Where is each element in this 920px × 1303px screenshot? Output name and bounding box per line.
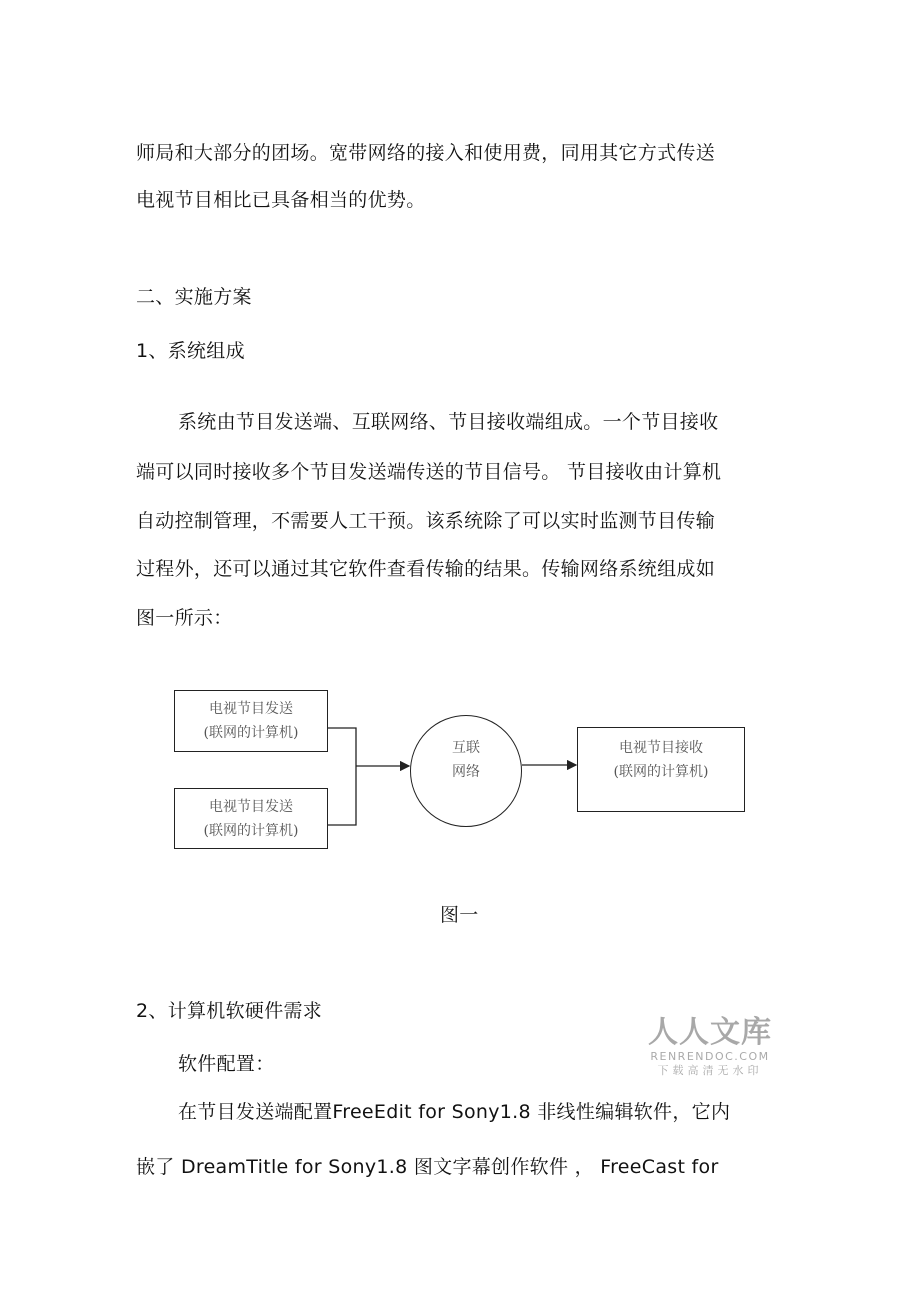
figure-caption: 图一 <box>440 904 479 926</box>
section-heading: 二、实施方案 <box>136 286 252 308</box>
sender-box-2 <box>174 788 328 849</box>
intro-line-2: 电视节目相比已具备相当的优势。 <box>136 189 426 211</box>
sender-2-subtitle: (联网的计算机) <box>203 823 299 839</box>
software-line-2: 嵌了 DreamTitle for Sony1.8 图文字幕创作软件 ， FreeCast for <box>136 1156 719 1178</box>
watermark <box>646 1016 774 1078</box>
watermark-slogan: 下载高清无水印 <box>657 1064 763 1077</box>
system-line-1: 系统由节目发送端、互联网络、节目接收端组成。一个节目接收 <box>178 411 719 433</box>
system-line-2: 端可以同时接收多个节目发送端传送的节目信号。 节目接收由计算机 <box>136 461 722 483</box>
connector-sender1 <box>328 728 356 766</box>
network-label-2: 网络 <box>452 764 480 780</box>
system-line-4: 过程外，还可以通过其它软件查看传输的结果。传输网络系统组成如 <box>136 558 716 580</box>
receiver-title: 电视节目接收 <box>619 740 703 756</box>
watermark-logo: 人人文库 <box>648 1015 772 1050</box>
software-label: 软件配置： <box>178 1053 275 1075</box>
system-line-3: 自动控制管理，不需要人工干预。该系统除了可以实时监测节目传输 <box>136 510 716 532</box>
system-line-5: 图一所示： <box>136 607 233 629</box>
subsection-heading-2: 2、计算机软硬件需求 <box>136 1000 323 1022</box>
subsection-heading-1: 1、系统组成 <box>136 340 245 362</box>
sender-1-title: 电视节目发送 <box>209 701 293 717</box>
network-circle <box>410 715 522 827</box>
receiver-box <box>577 727 745 812</box>
network-label-1: 互联 <box>452 740 480 756</box>
watermark-url: RENRENDOC.COM <box>650 1050 770 1063</box>
intro-line-1: 师局和大部分的团场。宽带网络的接入和使用费，同用其它方式传送 <box>136 142 716 164</box>
connector-sender2 <box>328 766 356 825</box>
sender-box-1 <box>174 690 328 752</box>
software-line-1: 在节目发送端配置FreeEdit for Sony1.8 非线性编辑软件，它内 <box>178 1101 731 1123</box>
sender-2-title: 电视节目发送 <box>209 799 293 815</box>
sender-1-subtitle: (联网的计算机) <box>203 725 299 741</box>
receiver-subtitle: (联网的计算机) <box>613 764 709 780</box>
